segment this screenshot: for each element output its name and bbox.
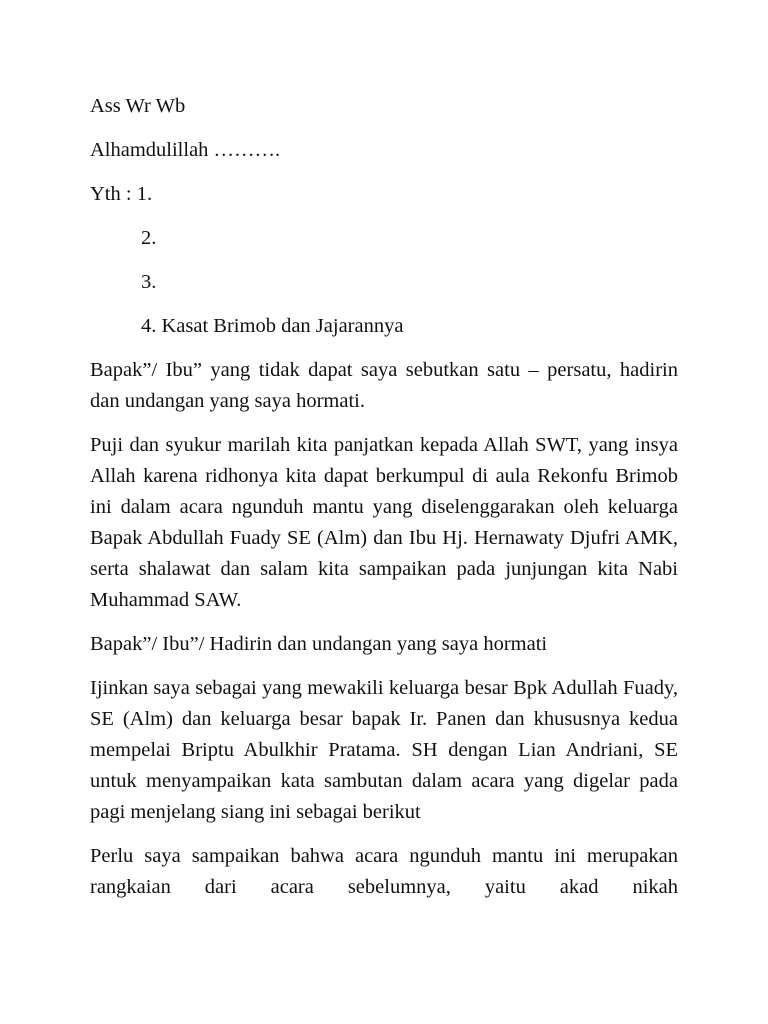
document-page <box>90 91 678 903</box>
list-item: 4. Kasat Brimob dan Jajarannya <box>141 315 404 337</box>
paragraph-continuation: Perlu saya sampaikan bahwa acara ngunduh mantu ini merupakan rangkaian dari acara sebelumnya, yaitu akad nikah <box>90 845 678 898</box>
opening-line: Alhamdulillah ………. <box>90 139 281 161</box>
paragraph-salutation: Bapak”/ Ibu”/ Hadirin dan undangan yang saya hormati <box>90 633 548 655</box>
paragraph-address: Bapak”/ Ibu” yang tidak dapat saya sebutkan satu – persatu, hadirin dan undangan yang saya hormati. <box>90 359 678 412</box>
paragraph-introduction: Ijinkan saya sebagai yang mewakili keluarga besar Bpk Adullah Fuady, SE (Alm) dan keluarga besar bapak Ir. Panen dan khususnya kedua mempelai Briptu Abulkhir Pratama. SH dengan Lian Andriani, SE untuk menyampaikan kata sambutan dalam acara yang digelar pada pagi menjelang siang ini sebagai berikut <box>90 677 678 823</box>
list-item: 3. <box>141 271 157 293</box>
list-item: 2. <box>141 227 157 249</box>
greeting: Ass Wr Wb <box>90 95 186 117</box>
paragraph-praise: Puji dan syukur marilah kita panjatkan kepada Allah SWT, yang insya Allah karena ridhonya kita dapat berkumpul di aula Rekonfu Brimob ini dalam acara ngunduh mantu yang diselenggarakan oleh keluarga Bapak Abdullah Fuady SE (Alm) dan Ibu Hj. Hernawaty Djufri AMK, serta shalawat dan salam kita sampaikan pada junjungan kita Nabi Muhammad SAW. <box>90 434 678 611</box>
yth-label: Yth : 1. <box>90 183 153 205</box>
